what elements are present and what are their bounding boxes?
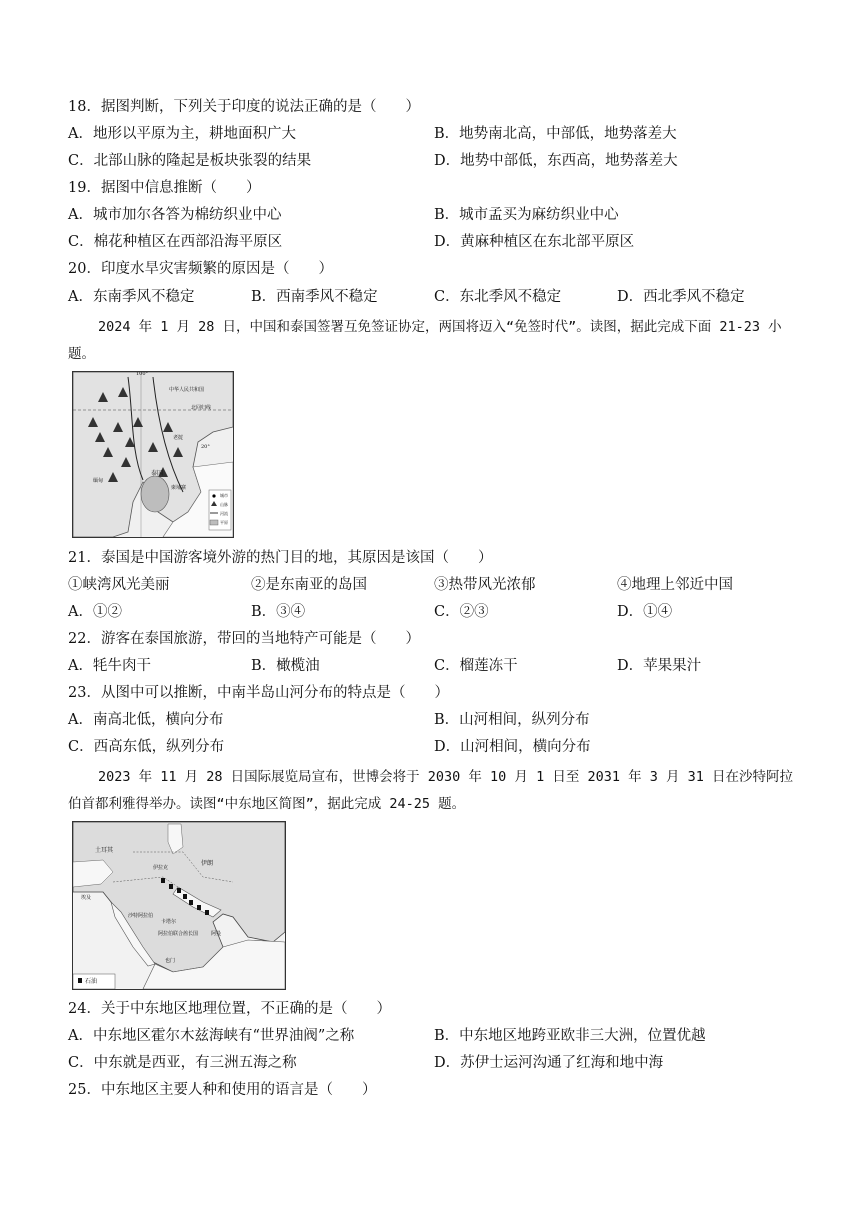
q22-option-a: A．牦牛肉干: [68, 658, 151, 674]
label-saudi-arabia: 沙特阿拉伯: [128, 913, 154, 919]
q20-option-a: A．东南季风不稳定: [68, 289, 195, 305]
q20-option-d: D．西北季风不稳定: [617, 289, 745, 305]
q21-option-a: A．①②: [68, 604, 122, 620]
question-21-stem: 21．泰国是中国游客境外游的热门目的地，其原因是该国（ ）: [68, 550, 493, 566]
label-yemen: 也门: [165, 958, 176, 964]
question-22-stem: 22．游客在泰国旅游，带回的当地特产可能是（ ）: [68, 631, 420, 647]
q24-option-d: D．苏伊士运河沟通了红海和地中海: [434, 1055, 664, 1071]
q18-option-c: C．北部山脉的隆起是板块张裂的结果: [68, 153, 312, 169]
label-china: 中华人民共和国: [169, 387, 205, 393]
q21-option-c: C．②③: [434, 604, 489, 620]
indochina-map: [72, 371, 234, 538]
q23-option-d: D．山河相间，横向分布: [434, 739, 591, 755]
q23-option-c: C．西高东低，纵列分布: [68, 739, 225, 755]
q21-option-b: B．③④: [251, 604, 306, 620]
label-longitude: 100°: [136, 371, 149, 377]
label-thailand: 泰国: [151, 470, 164, 477]
legend-oil: 石油: [85, 978, 98, 985]
q18-option-d: D．地势中部低，东西高，地势落差大: [434, 153, 678, 169]
label-oman: 阿曼: [211, 931, 222, 937]
indochina-map-figure: [73, 372, 233, 537]
q21-statement-3: ③热带风光浓郁: [434, 577, 536, 593]
question-25-stem: 25．中东地区主要人种和使用的语言是（ ）: [68, 1082, 377, 1098]
label-latitude: 20°: [201, 444, 210, 450]
middle-east-map: [72, 821, 286, 990]
q23-option-a: A．南高北低，横向分布: [68, 712, 224, 728]
q24-option-a: A．中东地区霍尔木兹海峡有“世界油阀”之称: [68, 1028, 355, 1044]
question-19-stem: 19．据图中信息推断（ ）: [68, 180, 261, 196]
q22-option-c: C．榴莲冻干: [434, 658, 518, 674]
q18-option-a: A．地形以平原为主，耕地面积广大: [68, 126, 296, 142]
label-cambodia: 柬埔寨: [171, 485, 187, 491]
label-iran: 伊朗: [201, 860, 214, 867]
q19-option-d: D．黄麻种植区在东北部平原区: [434, 234, 635, 250]
q24-option-b: B．中东地区地跨亚欧非三大洲，位置优越: [434, 1028, 706, 1044]
q20-option-b: B．西南季风不稳定: [251, 289, 378, 305]
legend-city: 城市: [220, 493, 228, 498]
label-tropic: 北回归线: [191, 405, 212, 411]
q18-option-b: B．地势南北高，中部低，地势落差大: [434, 126, 677, 142]
label-qatar: 卡塔尔: [161, 919, 177, 925]
question-18-stem: 18．据图判断，下列关于印度的说法正确的是（ ）: [68, 99, 420, 115]
q19-option-c: C．棉花种植区在西部沿海平原区: [68, 234, 283, 250]
question-23-stem: 23．从图中可以推断，中南半岛山河分布的特点是（ ）: [68, 685, 449, 701]
q19-option-a: A．城市加尔各答为棉纺织业中心: [68, 207, 282, 223]
label-iraq: 伊拉克: [153, 865, 169, 871]
passage-expo-riyadh: 2023 年 11 月 28 日国际展览局宣布，世博会将于 2030 年 10 月 1 日至 2031 年 3 月 31 日在沙特阿拉伯首都利雅得举办。读图“中东地区简图”，据此完成 24-25 题。: [68, 769, 793, 812]
question-20-stem: 20．印度水旱灾害频繁的原因是（ ）: [68, 261, 333, 277]
label-uae: 阿拉伯联合酋长国: [158, 931, 199, 937]
q21-statement-2: ②是东南亚的岛国: [251, 577, 367, 593]
passage-thailand-visa: 2024 年 1 月 28 日，中国和泰国签署互免签证协定，两国将迈入“免签时代”。读图，据此完成下面 21-23 小题。: [68, 319, 782, 362]
q21-option-d: D．①④: [617, 604, 673, 620]
legend-plain: 平原: [220, 520, 228, 525]
q22-option-b: B．橄榄油: [251, 658, 320, 674]
q24-option-c: C．中东就是西亚，有三洲五海之称: [68, 1055, 297, 1071]
q21-statement-4: ④地理上邻近中国: [617, 577, 733, 593]
label-turkey: 土耳其: [95, 847, 114, 854]
q20-option-c: C．东北季风不稳定: [434, 289, 562, 305]
legend-river: 河流: [220, 511, 228, 516]
label-egypt: 埃及: [81, 895, 92, 901]
legend-mountain: 山脉: [220, 502, 228, 507]
label-burma: 缅甸: [93, 478, 104, 484]
q22-option-d: D．苹果果汁: [617, 658, 702, 674]
q21-statement-1: ①峡湾风光美丽: [68, 577, 170, 593]
q19-option-b: B．城市孟买为麻纺织业中心: [434, 207, 619, 223]
question-24-stem: 24．关于中东地区地理位置，不正确的是（ ）: [68, 1001, 391, 1017]
label-laos: 老挝: [173, 435, 184, 441]
q23-option-b: B．山河相间，纵列分布: [434, 712, 590, 728]
